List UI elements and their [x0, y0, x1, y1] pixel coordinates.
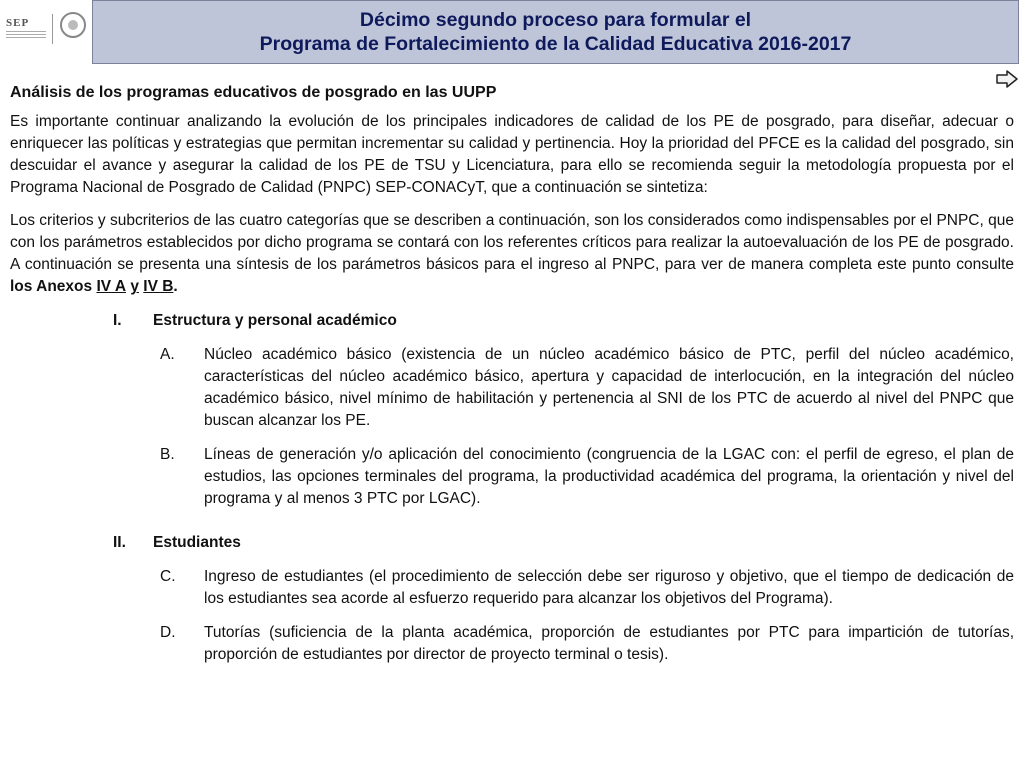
list-item-b	[160, 444, 1014, 510]
item-text: Ingreso de estudiantes (el procedimiento de selección debe ser riguroso y objetivo, que el tiempo de dedicación de los estudiantes sea acorde al esfuerzo requerido para alcanzar los objetivos del Programa).	[204, 568, 1014, 607]
section-title: Estructura y personal académico	[153, 312, 397, 329]
list-item-c	[160, 566, 1014, 610]
item-letter: D.	[160, 624, 176, 641]
item-letter: A.	[160, 346, 175, 363]
roman-numeral: I.	[113, 312, 122, 329]
header	[0, 0, 1024, 66]
list-item-a	[160, 344, 1014, 432]
roman-numeral: II.	[113, 534, 126, 551]
section-title: Estudiantes	[153, 534, 241, 551]
section-heading-i	[113, 310, 1014, 332]
annexes-label: los Anexos	[10, 278, 93, 295]
item-letter: B.	[160, 446, 175, 463]
mexico-seal-icon	[60, 12, 86, 38]
main-content	[10, 84, 1014, 666]
logo-subtitle-lines	[6, 31, 46, 40]
item-text: Líneas de generación y/o aplicación del conocimiento (congruencia de la LGAC con: el perfil de egreso, el plan de estudios, las opciones terminales del programa, la productividad académica del programa, la orientación y nivel del programa y al menos 3 PTC por LGAC).	[204, 446, 1014, 507]
item-text: Tutorías (suficiencia de la planta académica, proporción de estudiantes por PTC para impartición de tutorías, proporción de estudiantes por director de proyecto terminal o tesis).	[204, 624, 1014, 663]
intro-paragraph: Es importante continuar analizando la evolución de los principales indicadores de calidad de los PE de posgrado, para diseñar, adecuar o enriquecer las políticas y estrategias que permitan incrementar su calidad y pertinencia. Hoy la prioridad del PFCE es la calidad del posgrado, sin descuidar el avance y asegurar la calidad de los PE de TSU y Licenciatura, para ello se recomienda seguir la metodología propuesta por el Programa Nacional de Posgrado de Calidad (PNPC) SEP-CONACyT, que a continuación se sintetiza:	[10, 113, 1014, 196]
section-heading-ii	[113, 532, 1014, 554]
logo-divider	[52, 14, 53, 44]
page-title	[92, 0, 1019, 64]
annex-and: y	[130, 278, 139, 295]
criteria-text: Los criterios y subcriterios de las cuatro categorías que se describen a continuación, son los considerados como indispensables por el PNPC, que con los parámetros establecidos por dicho programa se contará con los referentes críticos para realizar la autoevaluación de los PE de posgrado. A continuación se presenta una síntesis de los parámetros básicos para el ingreso al PNPC, para ver de manera completa este punto consulte	[10, 212, 1014, 273]
item-letter: C.	[160, 568, 176, 585]
logo-text: SEP	[6, 17, 30, 29]
sep-logo	[0, 0, 92, 64]
title-line-1: Décimo segundo proceso para formular el	[359, 9, 752, 31]
criteria-paragraph	[10, 210, 1014, 298]
item-text: Núcleo académico básico (existencia de un núcleo académico básico de PTC, perfil del núcleo académico, características del núcleo académico básico, apertura y capacidad de interlocución, en la integración del núcleo académico básico, nivel mínimo de habilitación y pertenencia al SNI de los PTC de acuerdo al nivel del PNPC que buscan alcanzar los PE.	[204, 346, 1014, 429]
list-item-d	[160, 622, 1014, 666]
title-line-2: Programa de Fortalecimiento de la Calidad Educativa 2016-2017	[259, 33, 852, 55]
annex-iv-b-link[interactable]: IV B	[143, 278, 174, 295]
period: .	[173, 278, 178, 295]
annex-iv-a-link[interactable]: IV A	[96, 278, 127, 295]
section-heading: Análisis de los programas educativos de posgrado en las UUPP	[10, 84, 497, 101]
